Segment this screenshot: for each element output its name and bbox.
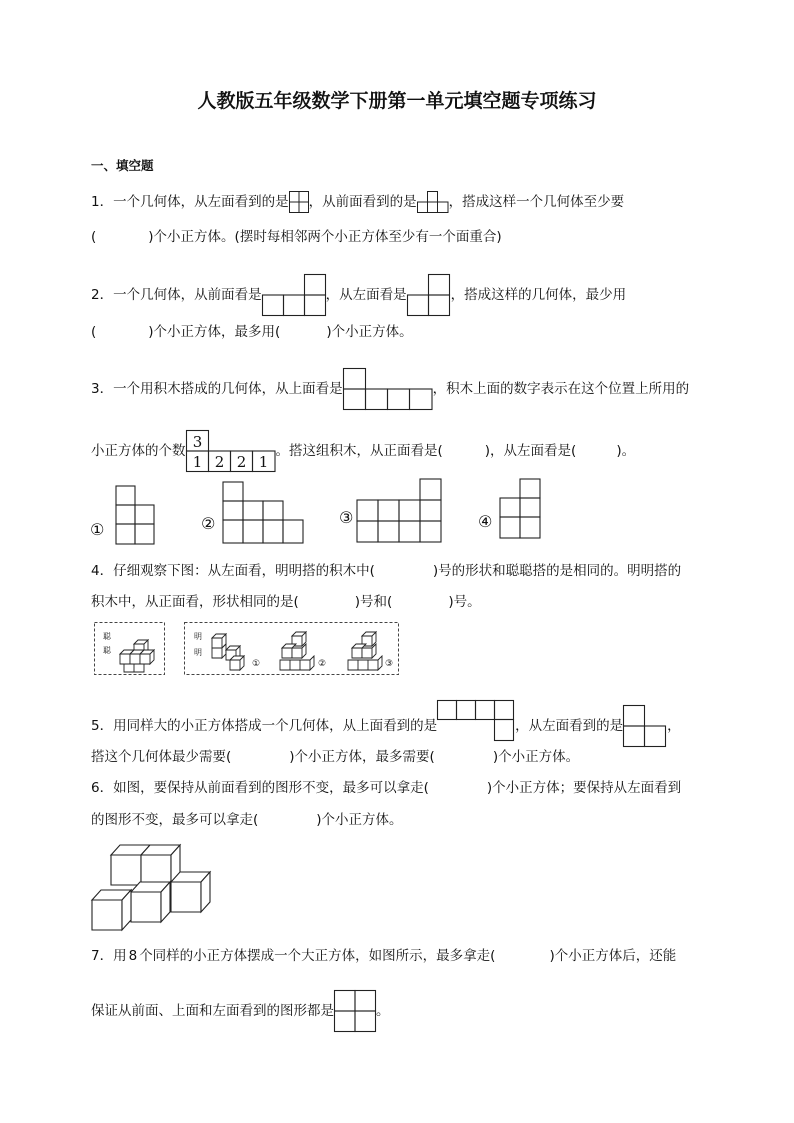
- option-2-label: ②: [201, 514, 216, 533]
- q2-text-5: )个小正方体，最多用(: [148, 324, 281, 340]
- shape-2-number: ②: [318, 659, 327, 669]
- mingming-shape-1: [212, 634, 244, 670]
- mingming-label: 明: [194, 632, 202, 641]
- q2-front-view-figure: [262, 274, 326, 316]
- congcong-label: 聪: [103, 646, 111, 655]
- mingming-shape-2: [280, 632, 314, 670]
- q6-text-4: )个小正方体。: [316, 812, 403, 828]
- q5-text-2: ，从左面看到的是: [515, 718, 624, 734]
- option-4-label: ④: [478, 512, 493, 531]
- q7-text-4: )个小正方体后，还能: [549, 948, 677, 964]
- question-3-line-1: [91, 368, 689, 410]
- question-1-line-2: [91, 227, 502, 247]
- q5-text-4: 搭这个几何体最少需要(: [91, 749, 232, 765]
- question-2-line-1: [91, 274, 626, 316]
- q3-text-3: 小正方体的个数: [91, 443, 186, 459]
- question-1-line-1: [91, 191, 624, 213]
- q3-options-figure: [88, 478, 548, 550]
- q7-text-1: 7．用: [91, 948, 127, 964]
- question-4-line-2: [91, 592, 481, 612]
- q3-digit: 1: [258, 453, 268, 471]
- q3-digit: 2: [214, 453, 224, 471]
- q6-text-2: )个小正方体；要保持从左面看到: [486, 780, 682, 796]
- q3-digit-top: 3: [192, 433, 202, 451]
- q5-top-view-figure: [437, 700, 515, 742]
- q4-text-3: 积木中，从正面看，形状相同的是(: [91, 594, 299, 610]
- question-3-line-2: [91, 430, 635, 472]
- q3-text-4: 。搭这组积木，从正面看是(: [275, 443, 443, 459]
- shape-3-number: ③: [385, 659, 394, 669]
- congcong-label: 聪: [103, 632, 111, 641]
- q3-number-grid: [186, 430, 276, 472]
- q6-cubes-figure: [90, 840, 215, 932]
- q2-left-view-figure: [407, 274, 451, 316]
- q7-view-figure: [334, 990, 376, 1032]
- q6-text-1: 6．如图，要保持从前面看到的图形不变，最多可以拿走(: [91, 780, 429, 796]
- q1-text-4: (: [91, 229, 97, 245]
- q5-left-view-figure: [623, 705, 667, 747]
- q1-front-view-figure: [417, 191, 449, 213]
- option-3-label: ③: [339, 508, 354, 527]
- q2-text-2: ，从左面看是: [325, 287, 407, 303]
- mingming-shape-3: [348, 632, 382, 670]
- q7-text-6: 。: [376, 1003, 390, 1019]
- q2-text-4: (: [91, 324, 97, 340]
- q2-text-1: 2．一个几何体，从前面看是: [91, 287, 262, 303]
- option-2-figure: [223, 482, 303, 543]
- question-5-line-1: [91, 700, 681, 747]
- option-4-figure: [500, 479, 540, 538]
- q3-text-6: )。: [616, 443, 636, 459]
- question-7-line-2: [91, 990, 390, 1032]
- q1-text-5: )个小正方体。(摆时每相邻两个小正方体至少有一个面重合): [148, 229, 502, 245]
- question-6-line-1: [91, 778, 681, 798]
- q7-text-5: 保证从前面、上面和左面看到的图形都是: [91, 1003, 334, 1019]
- q1-left-view-figure: [289, 191, 309, 213]
- question-6-line-2: [91, 810, 403, 830]
- q4-text-4: )号和(: [354, 594, 393, 610]
- option-1-figure: [116, 486, 154, 544]
- question-5-line-2: [91, 747, 579, 767]
- page-title: 人教版五年级数学下册第一单元填空题专项练习: [197, 90, 597, 112]
- question-2-line-2: [91, 322, 413, 342]
- section-heading: 一、填空题: [91, 158, 154, 173]
- shape-1-number: ①: [252, 659, 261, 669]
- q4-blocks-figure: [94, 620, 404, 678]
- congcong-blocks: [120, 640, 154, 672]
- q2-text-6: )个小正方体。: [326, 324, 413, 340]
- question-7-line-1: [91, 946, 676, 966]
- q3-digit: 1: [192, 453, 202, 471]
- q7-number: 8: [128, 948, 138, 964]
- q3-digit: 2: [236, 453, 246, 471]
- q5-text-3: ，: [667, 718, 681, 734]
- q5-text-1: 5．用同样大的小正方体搭成一个几何体，从上面看到的是: [91, 718, 438, 734]
- option-1-label: ①: [90, 520, 105, 539]
- option-3-figure: [357, 479, 441, 542]
- q4-text-2: )号的形状和聪聪搭的是相同的。明明搭的: [432, 563, 682, 579]
- question-4-line-1: [91, 561, 681, 581]
- q1-text-2: ，从前面看到的是: [308, 194, 417, 210]
- q1-text-3: ，搭成这样一个几何体至少要: [448, 194, 625, 210]
- q3-text-2: ，积木上面的数字表示在这个位置上所用的: [432, 381, 690, 397]
- mingming-label: 明: [194, 648, 202, 657]
- q6-text-3: 的图形不变，最多可以拿走(: [91, 812, 259, 828]
- q3-text-5: )，从左面看是(: [484, 443, 577, 459]
- q3-top-view-figure: [343, 368, 433, 410]
- q5-text-6: )个小正方体。: [492, 749, 580, 765]
- q4-text-5: )号。: [448, 594, 481, 610]
- q1-text-1: 1．一个几何体，从左面看到的是: [91, 194, 289, 210]
- q2-text-3: ，搭成这样的几何体，最少用: [450, 287, 627, 303]
- q5-text-5: )个小正方体，最多需要(: [289, 749, 435, 765]
- q7-text-3: 个同样的小正方体摆成一个大正方体，如图所示，最多拿走(: [139, 948, 496, 964]
- q3-text-1: 3．一个用积木搭成的几何体，从上面看是: [91, 381, 343, 397]
- q4-text-1: 4．仔细观察下图：从左面看，明明搭的积木中(: [91, 563, 375, 579]
